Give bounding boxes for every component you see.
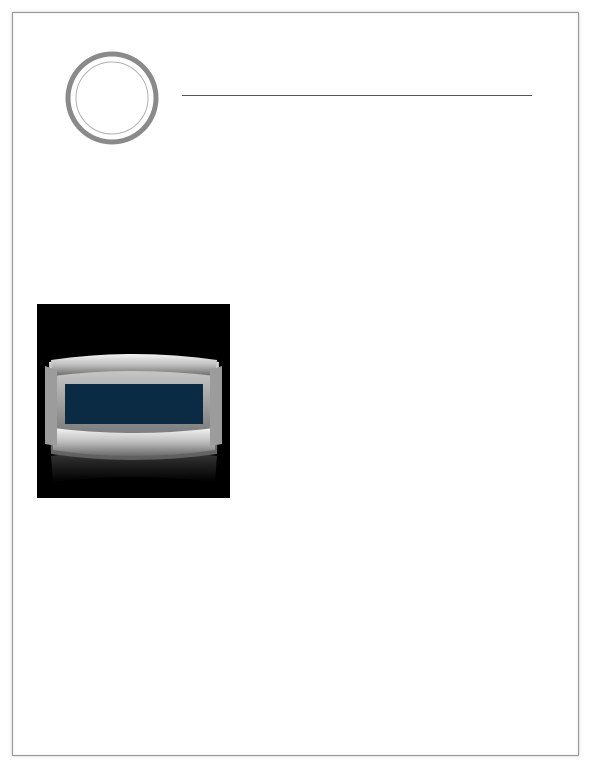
header-rule (182, 95, 532, 96)
ring-photo (37, 304, 230, 498)
ias-logo (64, 50, 160, 146)
